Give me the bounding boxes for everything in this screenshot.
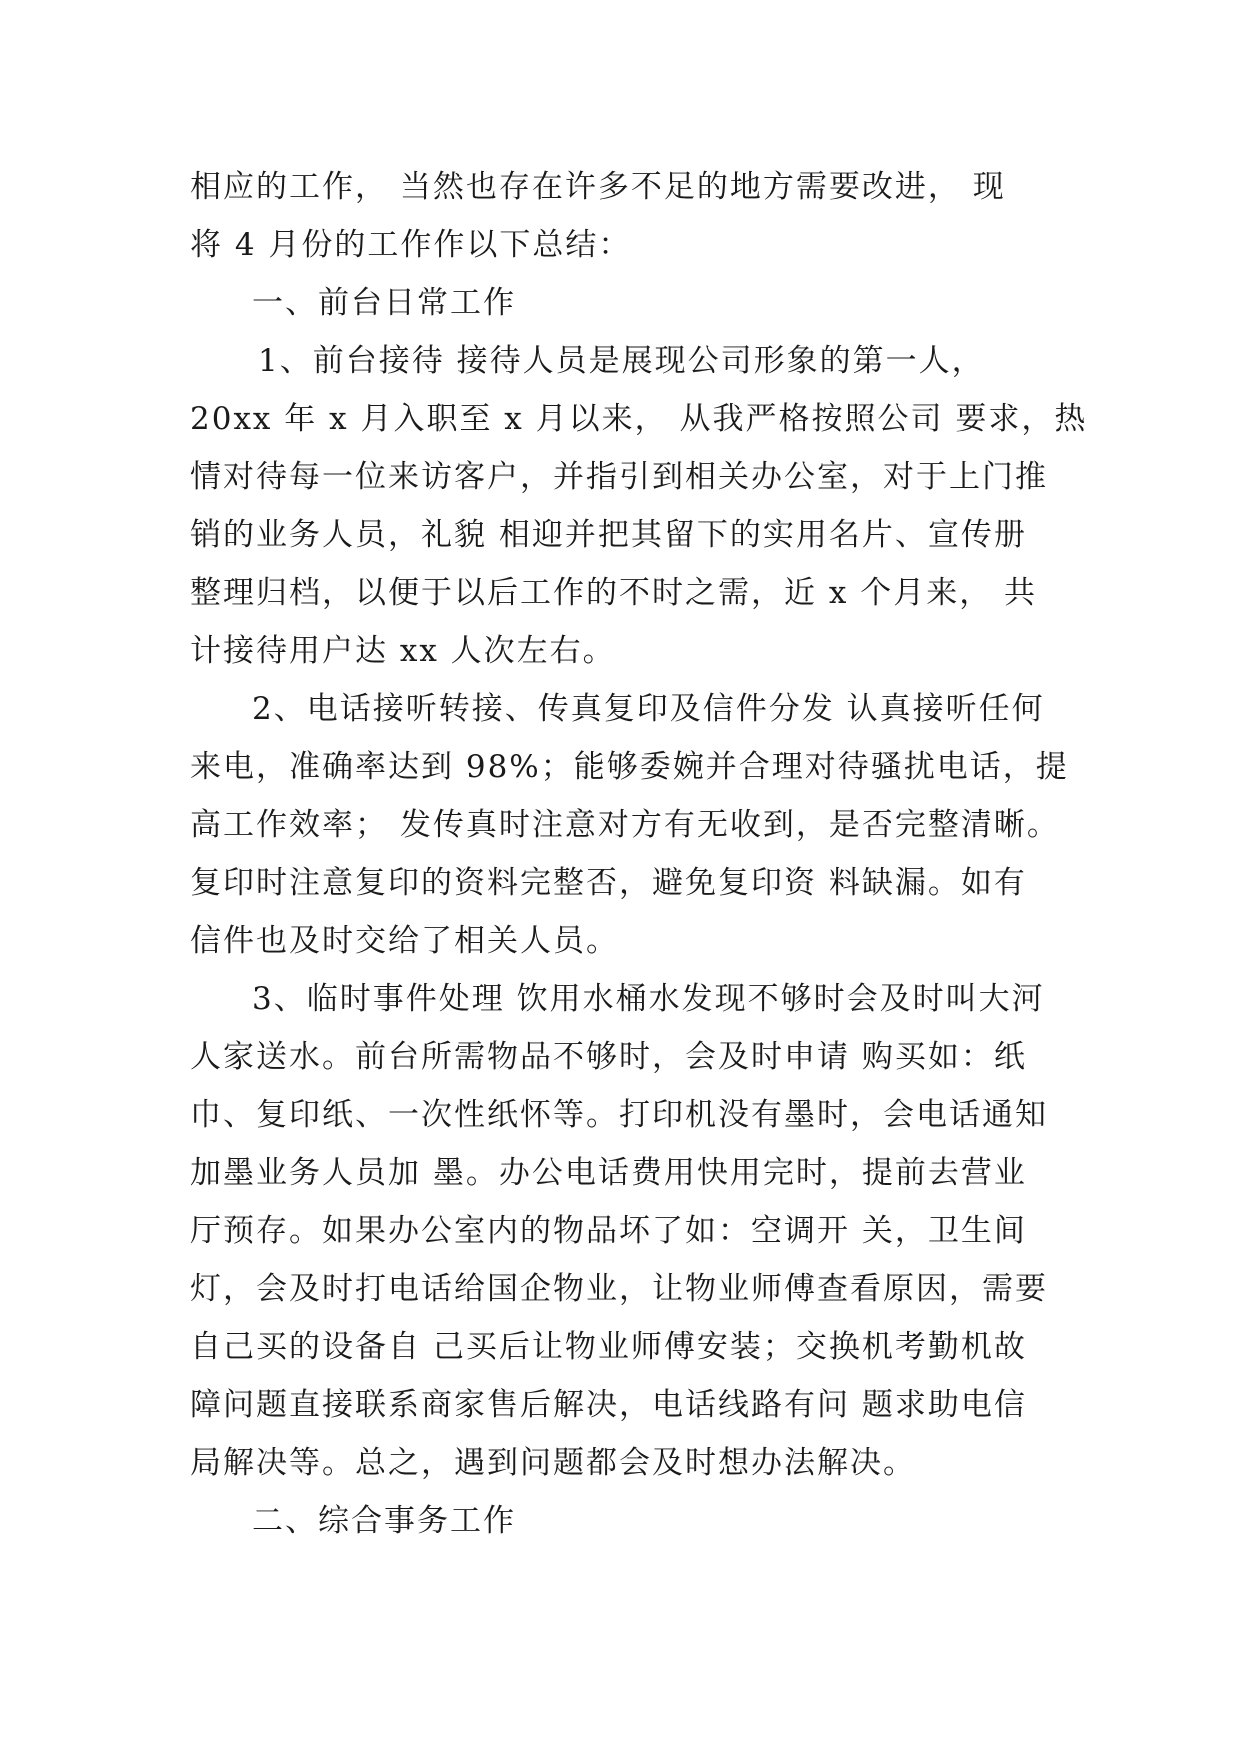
list-item-heading: 3、临时事件处理 饮用水桶水发现不够时会及时叫大河 (252, 981, 1045, 1017)
text-line: 20xx 年 x 月入职至 x 月以来， 从我严格按照公司 要求，热 (190, 401, 1088, 437)
list-item-heading: 1、前台接待 接待人员是展现公司形象的第一人， (258, 343, 985, 379)
text-line: 灯，会及时打电话给国企物业，让物业师傅查看原因，需要 (190, 1271, 1048, 1307)
section-heading: 一、前台日常工作 (252, 285, 516, 321)
text-line: 人家送水。前台所需物品不够时，会及时申请 购买如：纸 (190, 1039, 1027, 1075)
text-line: 局解决等。总之，遇到问题都会及时想办法解决。 (190, 1445, 916, 1481)
text-line: 来电，准确率达到 98%；能够委婉并合理对待骚扰电话，提 (190, 749, 1069, 785)
text-line: 高工作效率； 发传真时注意对方有无收到，是否完整清晰。 (190, 807, 1060, 843)
text-line: 整理归档，以便于以后工作的不时之需，近 x 个月来， 共 (190, 575, 1038, 611)
text-line: 销的业务人员，礼貌 相迎并把其留下的实用名片、宣传册 (190, 517, 1027, 553)
text-line: 计接待用户达 xx 人次左右。 (190, 633, 616, 669)
text-line: 信件也及时交给了相关人员。 (190, 923, 619, 959)
text-line: 障问题直接联系商家售后解决，电话线路有问 题求助电信 (190, 1387, 1027, 1423)
section-heading: 二、综合事务工作 (252, 1503, 516, 1539)
text-line: 复印时注意复印的资料完整否，避免复印资 料缺漏。如有 (190, 865, 1027, 901)
text-line: 自己买的设备自 己买后让物业师傅安装；交换机考勤机故 (190, 1329, 1027, 1365)
text-line: 相应的工作， 当然也存在许多不足的地方需要改进， 现 (190, 169, 1006, 205)
text-line: 巾、复印纸、一次性纸怀等。打印机没有墨时，会电话通知 (190, 1097, 1048, 1133)
text-line: 将 4 月份的工作作以下总结： (190, 227, 632, 263)
text-line: 厅预存。如果办公室内的物品坏了如：空调开 关，卫生间 (190, 1213, 1027, 1249)
list-item-heading: 2、电话接听转接、传真复印及信件分发 认真接听任何 (252, 691, 1045, 727)
text-line: 情对待每一位来访客户，并指引到相关办公室，对于上门推 (190, 459, 1048, 495)
text-line: 加墨业务人员加 墨。办公电话费用快用完时，提前去营业 (190, 1155, 1027, 1191)
